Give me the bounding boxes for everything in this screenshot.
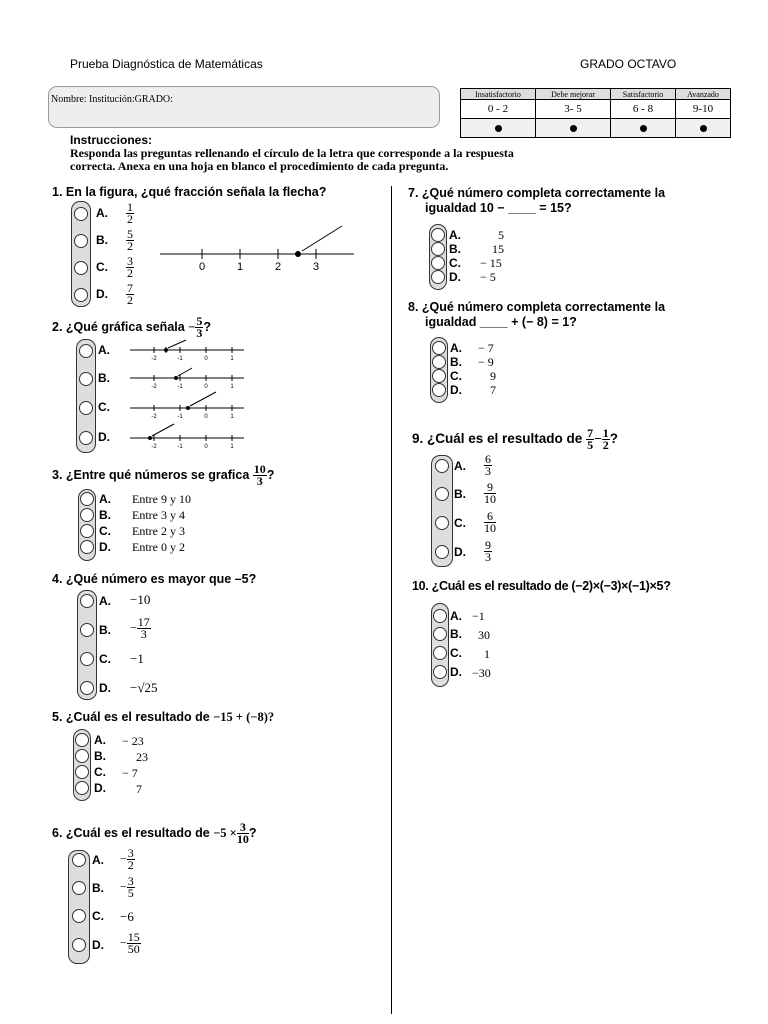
option-c-bubble[interactable] [75, 765, 89, 779]
option-b-bubble[interactable] [80, 623, 94, 637]
question-2: 2. ¿Qué gráfica señala − $\frac{5}{3}$ ? [52, 314, 211, 340]
option-d-bubble[interactable] [431, 270, 445, 284]
option-value: Entre 3 y 4 [132, 508, 185, 522]
option-value: − 7 [478, 341, 494, 355]
fraction: $\frac{9}{10}$ [484, 480, 496, 506]
option-d-bubble[interactable] [435, 545, 449, 559]
svg-text:-1: -1 [177, 444, 183, 450]
option-c-bubble[interactable] [432, 369, 446, 383]
tick-label: 2 [274, 261, 282, 273]
svg-text:1: 1 [230, 356, 234, 362]
option-letter: B. [98, 371, 110, 385]
instructions-title: Instrucciones: [70, 133, 153, 147]
svg-text:0: 0 [204, 444, 208, 450]
fraction: $\frac{3}{2}$ [127, 254, 133, 280]
svg-text:-1: -1 [177, 384, 183, 390]
score-header: Insatisfactorio [461, 89, 536, 100]
option-value: −10 [130, 592, 151, 607]
option-letter: D. [94, 781, 106, 795]
mini-number-line-b [130, 368, 244, 390]
option-letter: C. [92, 909, 104, 923]
score-header: Debe mejorar [536, 89, 611, 100]
question-8: 8. ¿Qué número completa correctamente la igualdad ____ + (− 8) = 1? [408, 300, 666, 329]
option-letter: A. [449, 228, 461, 242]
svg-text:-1: -1 [177, 414, 183, 420]
option-c-bubble[interactable] [80, 524, 94, 538]
score-bubble[interactable] [676, 119, 731, 138]
question-10: 10. ¿Cuál es el resultado de (−2)×(−3)×(−1)×5? [412, 579, 671, 593]
option-value: − 5 [480, 270, 496, 284]
score-header: Satisfactorio [611, 89, 676, 100]
svg-text:0: 0 [204, 384, 208, 390]
option-letter: D. [96, 287, 108, 301]
option-value: − $\frac{3}{5}$ [120, 874, 134, 900]
option-letter: A. [99, 492, 111, 506]
svg-text:0: 0 [204, 356, 208, 362]
option-value: − 15 [480, 256, 502, 270]
option-d-bubble[interactable] [80, 681, 94, 695]
option-letter: C. [94, 765, 106, 779]
svg-text:-2: -2 [151, 444, 157, 450]
option-value: Entre 2 y 3 [132, 524, 185, 538]
option-c-bubble[interactable] [435, 516, 449, 530]
option-letter: D. [92, 938, 104, 952]
option-a-bubble[interactable] [433, 609, 447, 623]
option-c-bubble[interactable] [72, 909, 86, 923]
option-b-bubble[interactable] [72, 881, 86, 895]
option-d-bubble[interactable] [433, 665, 447, 679]
option-d-bubble[interactable] [79, 431, 93, 445]
question-5: 5. ¿Cuál es el resultado de −15 + (−8)? [52, 710, 275, 724]
instructions-line: correcta. Anexa en una hoja en blanco el procedimiento de cada pregunta. [70, 159, 449, 173]
option-c-bubble[interactable] [433, 646, 447, 660]
option-letter: C. [450, 369, 462, 383]
fraction: $\frac{1}{2}$ [127, 200, 133, 226]
option-letter: C. [454, 516, 466, 530]
option-letter: C. [449, 256, 461, 270]
option-b-bubble[interactable] [80, 508, 94, 522]
fraction: $\frac{6}{10}$ [484, 509, 496, 535]
option-value: 15 [492, 242, 504, 256]
option-letter: D. [450, 665, 462, 679]
option-value: 9 [490, 369, 496, 383]
svg-text:-2: -2 [151, 384, 157, 390]
svg-text:-2: -2 [151, 414, 157, 420]
option-letter: C. [99, 524, 111, 538]
option-letter: A. [454, 459, 466, 473]
question-4: 4. ¿Qué número es mayor que –5? [52, 572, 257, 586]
option-value: − 9 [478, 355, 494, 369]
grade-label: GRADO OCTAVO [580, 57, 677, 71]
option-value: −1 [130, 651, 144, 666]
fraction: $\frac{5}{2}$ [127, 227, 133, 253]
option-letter: D. [450, 383, 462, 397]
option-letter: B. [96, 233, 108, 247]
option-value: Entre 0 y 2 [132, 540, 185, 554]
option-letter: C. [98, 400, 110, 414]
fraction: $\frac{9}{3}$ [485, 538, 491, 564]
option-letter: A. [98, 343, 110, 357]
q2-graphs [128, 338, 248, 456]
mini-number-line-c [130, 392, 244, 420]
option-a-bubble[interactable] [431, 228, 445, 242]
tick-label: 1 [236, 261, 244, 273]
score-range: 3- 5 [536, 100, 611, 119]
option-value: Entre 9 y 10 [132, 492, 191, 506]
option-letter: A. [450, 609, 462, 623]
option-a-bubble[interactable] [80, 594, 94, 608]
name-field[interactable] [48, 86, 440, 128]
question-9: 9. ¿Cuál es el resultado de $\frac{7}{5}$ − $\frac{1}{2}$ ? [412, 426, 619, 452]
option-c-bubble[interactable] [431, 256, 445, 270]
option-value: −6 [120, 909, 134, 924]
point-marker [295, 251, 301, 257]
option-letter: B. [94, 749, 106, 763]
option-value: − 23 [122, 734, 144, 748]
option-letter: A. [92, 853, 104, 867]
option-value: 23 [136, 750, 148, 764]
question-7: 7. ¿Qué número completa correctamente la igualdad 10 − ____ = 15? [408, 186, 666, 215]
option-b-bubble[interactable] [432, 355, 446, 369]
score-table [460, 88, 731, 138]
option-b-bubble[interactable] [74, 234, 88, 248]
option-d-bubble[interactable] [432, 383, 446, 397]
option-letter: D. [98, 430, 110, 444]
option-a-bubble[interactable] [432, 341, 446, 355]
option-letter: B. [454, 487, 466, 501]
option-a-bubble[interactable] [80, 492, 94, 506]
option-letter: B. [450, 355, 462, 369]
option-letter: A. [96, 206, 108, 220]
score-range: 0 - 2 [461, 100, 536, 119]
name-field-label: Nombre: Institución:GRADO: [51, 94, 173, 105]
score-range: 9-10 [676, 100, 731, 119]
score-header: Avanzado [676, 89, 731, 100]
option-letter: B. [99, 623, 111, 637]
option-letter: B. [99, 508, 111, 522]
page-title: Prueba Diagnóstica de Matemáticas [70, 57, 263, 71]
option-letter: B. [450, 627, 462, 641]
option-value: −30 [472, 666, 491, 680]
option-letter: C. [99, 652, 111, 666]
svg-text:1: 1 [230, 384, 234, 390]
option-value: 7 [490, 383, 496, 397]
fraction: $\frac{7}{2}$ [127, 281, 133, 307]
option-letter: A. [94, 733, 106, 747]
option-letter: B. [92, 881, 104, 895]
column-divider [391, 186, 392, 1014]
fraction: $\frac{6}{3}$ [485, 452, 491, 478]
option-letter: C. [96, 260, 108, 274]
option-value: − $\frac{15}{50}$ [120, 930, 140, 956]
option-b-bubble[interactable] [431, 242, 445, 256]
option-value: 30 [478, 628, 490, 642]
option-b-bubble[interactable] [433, 627, 447, 641]
option-value: − 7 [122, 766, 138, 780]
option-a-bubble[interactable] [75, 733, 89, 747]
score-range: 6 - 8 [611, 100, 676, 119]
option-c-bubble[interactable] [79, 401, 93, 415]
svg-text:-2: -2 [151, 356, 157, 362]
svg-text:-1: -1 [177, 356, 183, 362]
question-1: 1. En la figura, ¿qué fracción señala la flecha? [52, 185, 327, 199]
number-line [158, 218, 358, 278]
option-b-bubble[interactable] [435, 487, 449, 501]
instructions [70, 134, 670, 173]
option-value: −1 [472, 609, 485, 623]
option-value: − $\frac{3}{2}$ [120, 846, 134, 872]
tick-label: 3 [312, 261, 320, 273]
option-letter: A. [450, 341, 462, 355]
mini-number-line-a [130, 340, 244, 362]
option-value: 5 [498, 228, 504, 242]
svg-text:1: 1 [230, 444, 234, 450]
option-b-bubble[interactable] [79, 372, 93, 386]
option-letter: D. [99, 540, 111, 554]
option-letter: A. [99, 594, 111, 608]
option-value: − $\frac{17}{3}$ [130, 615, 150, 641]
option-a-bubble[interactable] [74, 207, 88, 221]
option-letter: D. [454, 545, 466, 559]
tick-label: 0 [198, 261, 206, 273]
svg-text:1: 1 [230, 414, 234, 420]
option-value: 7 [136, 782, 142, 796]
option-a-bubble[interactable] [435, 459, 449, 473]
mini-number-line-d [130, 424, 244, 450]
option-d-bubble[interactable] [72, 938, 86, 952]
question-3: 3. ¿Entre qué números se grafica $\frac{10}{3}$ ? [52, 462, 275, 488]
option-a-bubble[interactable] [79, 344, 93, 358]
option-d-bubble[interactable] [75, 781, 89, 795]
option-a-bubble[interactable] [72, 853, 86, 867]
option-c-bubble[interactable] [74, 261, 88, 275]
option-d-bubble[interactable] [80, 540, 94, 554]
option-letter: D. [99, 681, 111, 695]
instructions-line: Responda las preguntas rellenando el círculo de la letra que corresponde a la respuesta [70, 146, 514, 160]
option-value: 1 [484, 647, 490, 661]
question-6: 6. ¿Cuál es el resultado de −5 × $\frac{3}{10}$ ? [52, 820, 257, 846]
option-d-bubble[interactable] [74, 288, 88, 302]
option-letter: B. [449, 242, 461, 256]
option-value: −√25 [130, 680, 158, 695]
svg-text:0: 0 [204, 414, 208, 420]
option-b-bubble[interactable] [75, 749, 89, 763]
option-letter: C. [450, 646, 462, 660]
option-letter: D. [449, 270, 461, 284]
option-c-bubble[interactable] [80, 652, 94, 666]
